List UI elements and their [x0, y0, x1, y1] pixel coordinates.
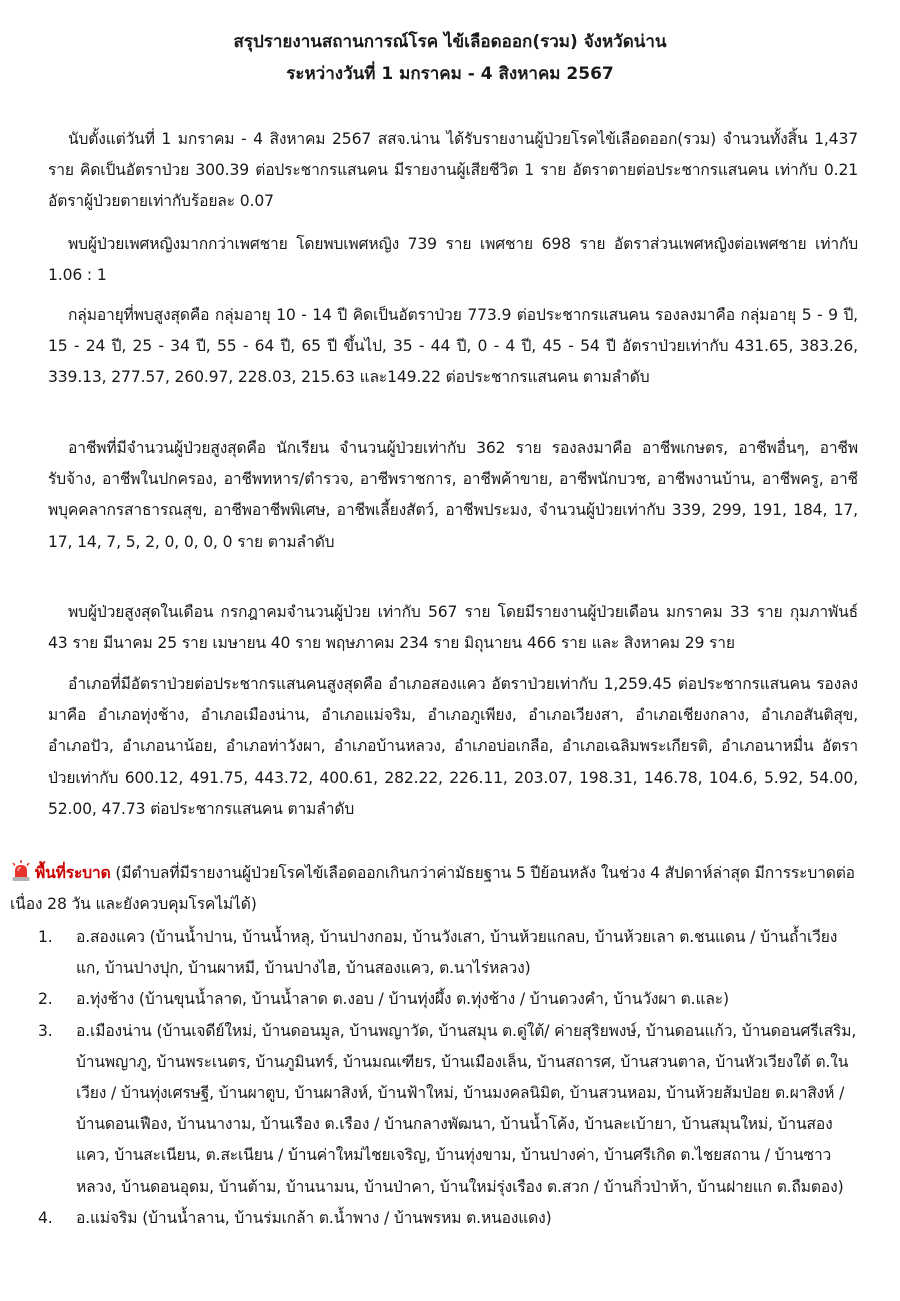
- district-paragraph: อำเภอที่มีอัตราป่วยต่อประชากรแสนคนสูงสุดคือ อำเภอสองแคว อัตราป่วยเท่ากับ 1,259.45 ต่อประชากรแสนคน รองลงมาคือ อำเภอทุ่งช้าง, อำเภอเมืองน่าน, อำเภอแม่จริม, อำเภอภูเพียง, อำเภอเวียงสา, อำเภอเชียงกลาง, อำเภอสันติสุข, อำเภอปัว, อำเภอนาน้อย, อำเภอท่าวังผา, อำเภอบ้านหลวง, อำเภอบ่อเกลือ, อำเภอเฉลิมพระเกียรติ, อำเภอนาหมื่น อัตราป่วยเท่ากับ 600.12, 491.75, 443.72, 400.61, 282.22, 226.11, 203.07, 198.31, 146.78, 104.6, 5.92, 54.00, 52.00, 47.73 ต่อประชากรแสนคน ตามลำดับ: [48, 675, 858, 818]
- outbreak-description: (มีตำบลที่มีรายงานผู้ป่วยโรคไข้เลือดออกเกินกว่าค่ามัธยฐาน 5 ปีย้อนหลัง ในช่วง 4 สัปดาห์ล่าสุด มีการระบาดต่อเนื่อง 28 วัน และยังควบคุมโรคไม่ได้): [10, 864, 855, 914]
- alarm-siren-icon: [10, 860, 32, 882]
- area-text: อ.แม่จริม (บ้านน้ำลาน, บ้านร่มเกล้า ต.น้ำพาง / บ้านพรหม ต.หนองแดง): [76, 1208, 552, 1227]
- gender-paragraph: พบผู้ป่วยเพศหญิงมากกว่าเพศชาย โดยพบเพศหญิง 739 ราย เพศชาย 698 ราย อัตราส่วนเพศหญิงต่อเพศชาย เท่ากับ 1.06 : 1: [48, 235, 858, 285]
- list-number: 4.: [38, 1208, 53, 1227]
- area-text: อ.ทุ่งช้าง (บ้านขุนน้ำลาด, บ้านน้ำลาด ต.งอบ / บ้านทุ่งผึ้ง ต.ทุ่งช้าง / บ้านดวงคำ, บ้านวังผา ต.และ): [76, 990, 729, 1009]
- monthly-paragraph: พบผู้ป่วยสูงสุดในเดือน กรกฎาคมจำนวนผู้ป่วย เท่ากับ 567 ราย โดยมีรายงานผู้ป่วยเดือน มกราคม 33 ราย กุมภาพันธ์ 43 ราย มีนาคม 25 ราย เมษายน 40 ราย พฤษภาคม 234 ราย มิถุนายน 466 ราย และ สิงหาคม 29 ราย: [48, 603, 858, 653]
- outbreak-label: พื้นที่ระบาด: [35, 864, 111, 882]
- outbreak-area-item: [38, 922, 858, 984]
- occupation-paragraph: อาชีพที่มีจำนวนผู้ป่วยสูงสุดคือ นักเรียน จำนวนผู้ป่วยเท่ากับ 362 ราย รองลงมาคือ อาชีพเกษตร, อาชีพอื่นๆ, อาชีพรับจ้าง, อาชีพในปกครอง, อาชีพทหาร/ตำรวจ, อาชีพราชการ, อาชีพค้าขาย, อาชีพนักบวช, อาชีพงานบ้าน, อาชีพครู, อาชีพบุคคลากรสาธารณสุข, อาชีพอาชีพพิเศษ, อาชีพเลี้ยงสัตว์, อาชีพประมง, จำนวนผู้ป่วยเท่ากับ 339, 299, 191, 184, 17, 17, 14, 7, 5, 2, 0, 0, 0, 0 ราย ตามลำดับ: [48, 439, 858, 551]
- outbreak-area-item: [38, 984, 858, 1015]
- area-text: อ.เมืองน่าน (บ้านเจดีย์ใหม่, บ้านดอนมูล, บ้านพญาวัด, บ้านสมุน ต.ดู่ใต้/ ค่ายสุริยพงษ์, บ้านดอนแก้ว, บ้านดอนศรีเสริม, บ้านพญาภู, บ้านพระเนตร, บ้านภูมินทร์, บ้านมณเฑียร, บ้านเมืองเล็น, บ้านสถารศ, บ้านสวนตาล, บ้านหัวเวียงใต้ ต.ในเวียง / บ้านทุ่งเศรษฐี, บ้านผาตูบ, บ้านผาสิงห์, บ้านฟ้าใหม่, บ้านมงคลนิมิต, บ้านสวนหอม, บ้านห้วยส้มป่อย ต.ผาสิงห์ / บ้านดอนเฟือง, บ้านนางาม, บ้านเรือง ต.เรือง / บ้านกลางพัฒนา, บ้านน้ำโค้ง, บ้านละเบ้ายา, บ้านสมุนใหม่, บ้านสองแคว, บ้านสะเนียน, ต.สะเนียน / บ้านค่าใหม่ไชยเจริญ, บ้านทุ่งขาม, บ้านปางค่า, บ้านศรีเกิด ต.ไชยสถาน / บ้านซาวหลวง, บ้านดอนอุดม, บ้านต้าม, บ้านนามน, บ้านป่าคา, บ้านใหม่รุ่งเรือง ต.สวก / บ้านกิ่วป่าห้า, บ้านฝายแก ต.ถืมตอง): [76, 1021, 857, 1196]
- outbreak-area-item: [38, 1203, 858, 1234]
- report-title: สรุปรายงานสถานการณ์โรค ไข้เลือดออก(รวม) จังหวัดน่าน: [233, 32, 667, 52]
- outbreak-heading: [10, 858, 858, 920]
- overview-paragraph: นับตั้งแต่วันที่ 1 มกราคม - 4 สิงหาคม 2567 สสจ.น่าน ได้รับรายงานผู้ป่วยโรคไข้เลือดออก(รวม) จำนวนทั้งสิ้น 1,437 ราย คิดเป็นอัตราป่วย 300.39 ต่อประชากรแสนคน มีรายงานผู้เสียชีวิต 1 ราย อัตราตายต่อประชากรแสนคน เท่ากับ 0.21 อัตราผู้ป่วยตายเท่ากับร้อยละ 0.07: [48, 130, 858, 211]
- age-group-paragraph: กลุ่มอายุที่พบสูงสุดคือ กลุ่มอายุ 10 - 14 ปี คิดเป็นอัตราป่วย 773.9 ต่อประชากรแสนคน รองลงมาคือ กลุ่มอายุ 5 - 9 ปี, 15 - 24 ปี, 25 - 34 ปี, 55 - 64 ปี, 65 ปี ขึ้นไป, 35 - 44 ปี, 0 - 4 ปี, 45 - 54 ปี อัตราป่วยเท่ากับ 431.65, 383.26, 339.13, 277.57, 260.97, 228.03, 215.63 และ149.22 ต่อประชากรแสนคน ตามลำดับ: [48, 306, 858, 387]
- list-number: 3.: [38, 1021, 53, 1040]
- list-number: 2.: [38, 990, 53, 1009]
- list-number: 1.: [38, 928, 53, 946]
- report-date-range: ระหว่างวันที่ 1 มกราคม - 4 สิงหาคม 2567: [286, 64, 614, 84]
- outbreak-area-item: [38, 1016, 858, 1203]
- area-text: อ.สองแคว (บ้านน้ำปาน, บ้านน้ำหลุ, บ้านปางกอม, บ้านวังเสา, บ้านห้วยแกลบ, บ้านห้วยเลา ต.ชนแดน / บ้านถ้ำเวียงแก, บ้านปางปุก, บ้านผาหมี, บ้านปางไฮ, บ้านสองแคว, ต.นาไร่หลวง): [76, 928, 838, 978]
